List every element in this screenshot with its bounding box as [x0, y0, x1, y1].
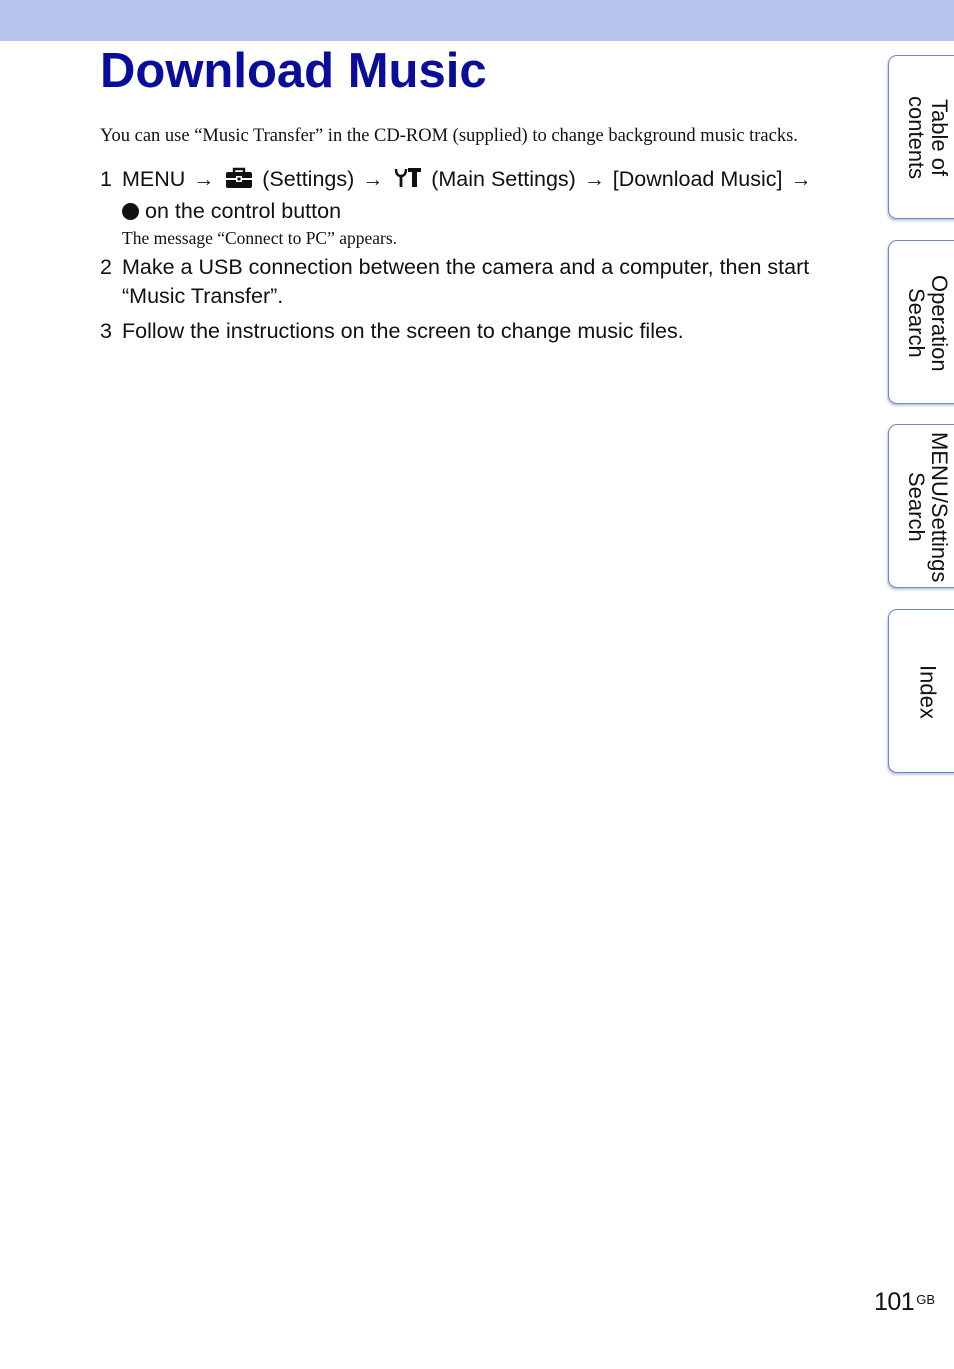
settings-label: (Settings) [262, 167, 355, 191]
tab-label: Index [915, 665, 941, 719]
tab-index[interactable] [888, 609, 954, 773]
step-number: 2 [100, 255, 112, 279]
tab-label: Operation Search [904, 274, 952, 372]
control-button-text: on the control button [145, 199, 342, 223]
page-number-value: 101 [874, 1288, 915, 1316]
intro-text: You can use “Music Transfer” in the CD-ROM (supplied) to change background music tracks. [100, 126, 798, 146]
arrow-icon: → [193, 168, 215, 191]
center-button-icon [122, 203, 139, 220]
step-2 [100, 253, 860, 311]
menu-label: MENU [122, 167, 186, 191]
step-3 [100, 317, 860, 346]
header-band [0, 0, 954, 41]
tab-table-of-contents[interactable] [888, 55, 954, 219]
arrow-icon: → [583, 168, 605, 191]
step-1-body [122, 165, 860, 226]
step-number: 1 [100, 167, 112, 191]
step-3-text: Follow the instructions on the screen to change music files. [122, 319, 684, 343]
page-number [874, 1287, 935, 1317]
step-2-text: Make a USB connection between the camera and a computer, then start “Music Transfer”. [122, 255, 810, 308]
step-1 [100, 165, 860, 226]
arrow-icon: → [790, 168, 812, 191]
page-suffix: GB [916, 1292, 936, 1307]
step-1-note: The message “Connect to PC” appears. [122, 228, 398, 248]
step-number: 3 [100, 319, 112, 343]
tab-label: MENU/Settings Search [904, 431, 952, 583]
tab-operation-search[interactable] [888, 240, 954, 404]
main-settings-wrench-icon [394, 165, 422, 197]
page-title: Download Music [100, 44, 487, 98]
main-settings-label: (Main Settings) [431, 167, 576, 191]
tab-label: Table of contents [904, 96, 952, 180]
settings-toolbox-icon [225, 167, 253, 197]
download-music-item: [Download Music] [612, 167, 783, 191]
tab-menu-settings-search[interactable] [888, 424, 954, 588]
arrow-icon: → [362, 168, 384, 191]
